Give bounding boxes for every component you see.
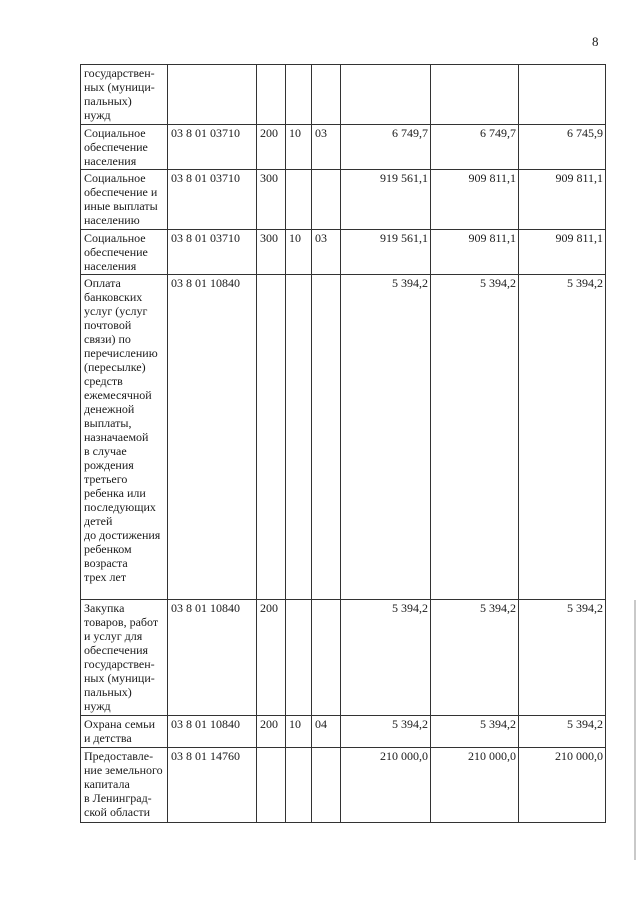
cell-expense-type: 300 bbox=[257, 170, 286, 230]
cell-amount-1: 210 000,0 bbox=[341, 748, 431, 823]
cell-expense-type bbox=[257, 65, 286, 125]
cell-name: Оплата банковских услуг (услуг почтовой связи) по перечислению (пересылке) средств ежемесячной денежной выплаты, назначаемой в случае рождения третьего ребенка или последующих детей до достижения ребенком возраста трех лет bbox=[81, 275, 168, 600]
cell-amount-2: 210 000,0 bbox=[431, 748, 519, 823]
table-row bbox=[81, 716, 606, 748]
cell-expense-type: 200 bbox=[257, 600, 286, 716]
cell-target-code: 03 8 01 03710 bbox=[168, 230, 257, 275]
table-row bbox=[81, 748, 606, 823]
cell-target-code: 03 8 01 03710 bbox=[168, 170, 257, 230]
cell-section: 10 bbox=[286, 125, 312, 170]
cell-amount-2: 6 749,7 bbox=[431, 125, 519, 170]
cell-expense-type: 300 bbox=[257, 230, 286, 275]
cell-name: Закупка товаров, работ и услуг для обеспечения государствен- ных (муници- пальных) нужд bbox=[81, 600, 168, 716]
page-number: 8 bbox=[592, 34, 599, 49]
cell-target-code: 03 8 01 14760 bbox=[168, 748, 257, 823]
cell-amount-3: 210 000,0 bbox=[519, 748, 606, 823]
cell-amount-2: 5 394,2 bbox=[431, 600, 519, 716]
cell-amount-1: 6 749,7 bbox=[341, 125, 431, 170]
table-row bbox=[81, 230, 606, 275]
cell-name: Социальное обеспечение населения bbox=[81, 125, 168, 170]
cell-name: государствен- ных (муници- пальных) нужд bbox=[81, 65, 168, 125]
cell-subsection bbox=[312, 170, 341, 230]
cell-amount-3 bbox=[519, 65, 606, 125]
cell-amount-1: 5 394,2 bbox=[341, 275, 431, 600]
cell-name: Социальное обеспечение населения bbox=[81, 230, 168, 275]
table-row bbox=[81, 170, 606, 230]
cell-section: 10 bbox=[286, 716, 312, 748]
budget-table bbox=[80, 64, 606, 823]
cell-amount-2: 909 811,1 bbox=[431, 230, 519, 275]
cell-expense-type: 200 bbox=[257, 125, 286, 170]
cell-amount-3: 6 745,9 bbox=[519, 125, 606, 170]
cell-amount-1: 919 561,1 bbox=[341, 170, 431, 230]
cell-amount-2: 5 394,2 bbox=[431, 275, 519, 600]
cell-subsection bbox=[312, 65, 341, 125]
cell-subsection bbox=[312, 748, 341, 823]
cell-amount-3: 909 811,1 bbox=[519, 170, 606, 230]
cell-amount-1: 5 394,2 bbox=[341, 716, 431, 748]
cell-expense-type: 200 bbox=[257, 716, 286, 748]
cell-expense-type bbox=[257, 275, 286, 600]
cell-amount-2: 5 394,2 bbox=[431, 716, 519, 748]
cell-amount-2 bbox=[431, 65, 519, 125]
cell-section bbox=[286, 600, 312, 716]
cell-target-code bbox=[168, 65, 257, 125]
cell-amount-3: 5 394,2 bbox=[519, 275, 606, 600]
cell-expense-type bbox=[257, 748, 286, 823]
table-row bbox=[81, 600, 606, 716]
cell-subsection bbox=[312, 600, 341, 716]
table-row bbox=[81, 125, 606, 170]
table-row bbox=[81, 275, 606, 600]
cell-section bbox=[286, 65, 312, 125]
cell-target-code: 03 8 01 03710 bbox=[168, 125, 257, 170]
table-row bbox=[81, 65, 606, 125]
cell-amount-1 bbox=[341, 65, 431, 125]
cell-name: Социальное обеспечение и иные выплаты населению bbox=[81, 170, 168, 230]
cell-name: Предоставле- ние земельного капитала в Ленинград- ской области bbox=[81, 748, 168, 823]
cell-section: 10 bbox=[286, 230, 312, 275]
cell-amount-2: 909 811,1 bbox=[431, 170, 519, 230]
cell-target-code: 03 8 01 10840 bbox=[168, 716, 257, 748]
cell-amount-3: 5 394,2 bbox=[519, 716, 606, 748]
cell-target-code: 03 8 01 10840 bbox=[168, 600, 257, 716]
cell-subsection: 03 bbox=[312, 230, 341, 275]
cell-section bbox=[286, 170, 312, 230]
cell-target-code: 03 8 01 10840 bbox=[168, 275, 257, 600]
cell-amount-3: 5 394,2 bbox=[519, 600, 606, 716]
cell-subsection bbox=[312, 275, 341, 600]
cell-amount-1: 919 561,1 bbox=[341, 230, 431, 275]
cell-subsection: 04 bbox=[312, 716, 341, 748]
scan-edge-shadow bbox=[634, 600, 636, 860]
cell-amount-3: 909 811,1 bbox=[519, 230, 606, 275]
cell-section bbox=[286, 748, 312, 823]
cell-name: Охрана семьи и детства bbox=[81, 716, 168, 748]
cell-section bbox=[286, 275, 312, 600]
cell-subsection: 03 bbox=[312, 125, 341, 170]
cell-amount-1: 5 394,2 bbox=[341, 600, 431, 716]
